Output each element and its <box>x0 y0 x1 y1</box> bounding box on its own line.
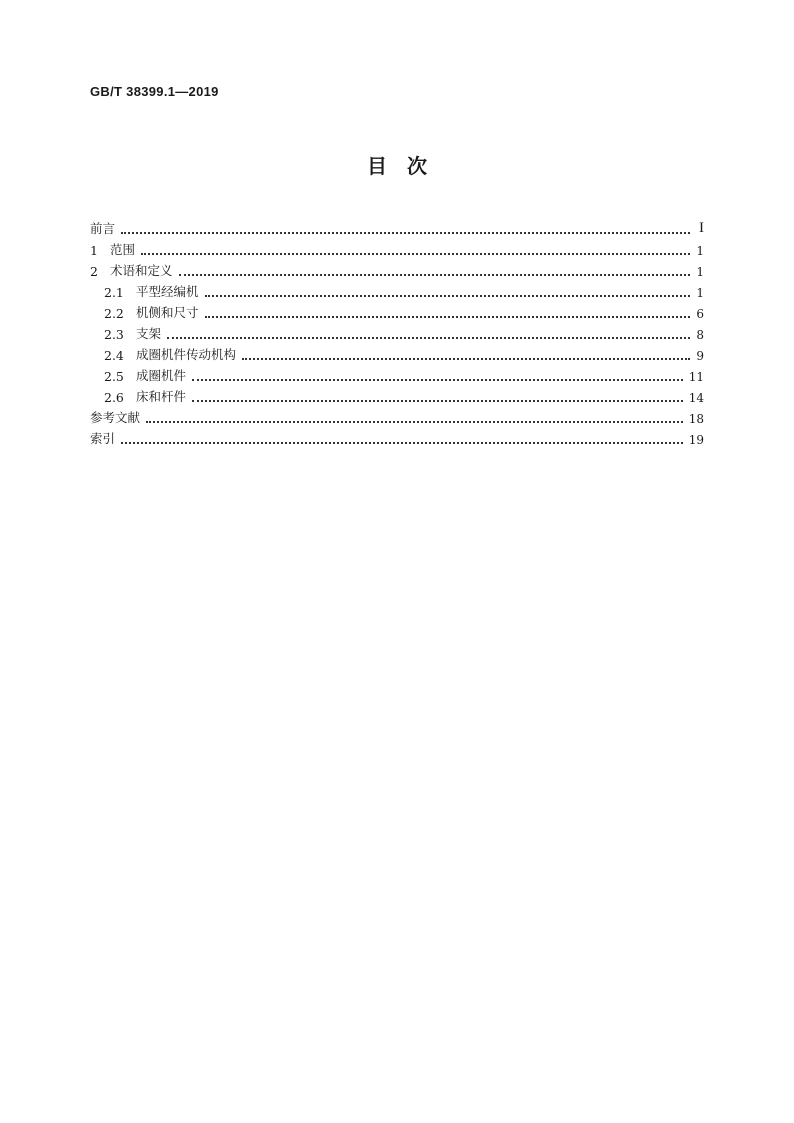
toc-entry-number: 2.5 <box>104 369 124 384</box>
toc-entry-label: 机侧和尺寸 <box>136 305 199 320</box>
toc-leader-dots <box>167 337 690 339</box>
toc-entry-label: 前言 <box>90 221 116 236</box>
toc-leader-dots <box>121 232 690 234</box>
toc-entry-page: I <box>699 220 704 236</box>
toc-entry-label: 范围 <box>110 242 136 257</box>
toc-entry-label: 床和杆件 <box>136 389 187 404</box>
toc-entry-2-6[interactable] <box>90 384 704 405</box>
toc-leader-dots <box>121 442 683 444</box>
toc-entry-label: 支架 <box>136 326 162 341</box>
standard-code: GB/T 38399.1—2019 <box>90 84 219 99</box>
toc-entry-page: 1 <box>696 265 704 279</box>
toc-leader-dots <box>205 316 690 318</box>
toc-entry-number: 2.4 <box>104 348 124 363</box>
toc-entry-label: 索引 <box>90 431 116 446</box>
toc-entry-label: 平型经编机 <box>136 284 199 299</box>
toc-entry-number: 1 <box>90 243 98 258</box>
toc-entry-number: 2.2 <box>104 306 124 321</box>
toc-leader-dots <box>179 274 690 276</box>
toc-entry-index[interactable] <box>90 426 704 447</box>
toc-entry-foreword[interactable] <box>90 216 704 237</box>
table-of-contents <box>90 216 704 447</box>
toc-entry-page: 9 <box>696 349 704 363</box>
toc-entry-2-2[interactable] <box>90 300 704 321</box>
toc-entry-page: 1 <box>696 244 704 258</box>
toc-entry-2-1[interactable] <box>90 279 704 300</box>
toc-entry-number: 2.3 <box>104 327 124 342</box>
toc-entry-number: 2.6 <box>104 390 124 405</box>
toc-leader-dots <box>205 295 690 297</box>
toc-entry-page: 6 <box>696 307 704 321</box>
toc-entry-label: 成圈机件 <box>136 368 187 383</box>
toc-entry-label: 术语和定义 <box>110 263 173 278</box>
page-title: 目 次 <box>367 154 427 178</box>
toc-entry-label: 参考文献 <box>90 410 141 425</box>
toc-leader-dots <box>192 379 683 381</box>
toc-entry-page: 19 <box>688 433 704 447</box>
toc-entry-page: 18 <box>688 412 704 426</box>
toc-entry-references[interactable] <box>90 405 704 426</box>
toc-entry-number: 2.1 <box>104 285 124 300</box>
toc-leader-dots <box>192 400 683 402</box>
toc-leader-dots <box>242 358 690 360</box>
toc-entry-scope[interactable] <box>90 237 704 258</box>
toc-entry-page: 1 <box>696 286 704 300</box>
toc-leader-dots <box>141 253 690 255</box>
toc-entry-page: 11 <box>688 370 704 384</box>
toc-entry-label: 成圈机件传动机构 <box>136 347 237 362</box>
toc-entry-number: 2 <box>90 264 98 279</box>
toc-entry-page: 14 <box>688 391 704 405</box>
toc-entry-2-3[interactable] <box>90 321 704 342</box>
toc-entry-terms[interactable] <box>90 258 704 279</box>
toc-entry-2-4[interactable] <box>90 342 704 363</box>
toc-leader-dots <box>146 421 683 423</box>
toc-entry-page: 8 <box>696 328 704 342</box>
toc-entry-2-5[interactable] <box>90 363 704 384</box>
